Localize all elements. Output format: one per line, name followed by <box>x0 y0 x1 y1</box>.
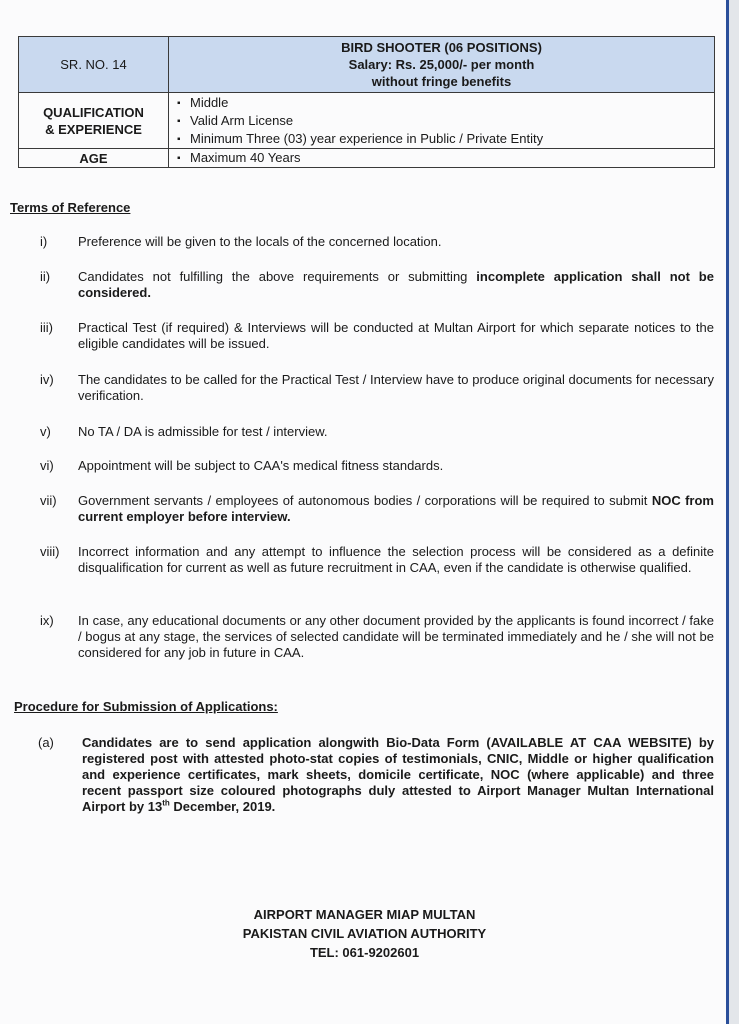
terms-item <box>40 269 714 301</box>
terms-heading: Terms of Reference <box>10 200 131 215</box>
terms-item-text: No TA / DA is admissible for test / interview. <box>78 424 328 439</box>
terms-item <box>40 424 714 440</box>
terms-item-text: Preference will be given to the locals of the concerned location. <box>78 234 442 249</box>
terms-item-text-plain: Government servants / employees of autonomous bodies / corporations will be required to submit <box>78 493 648 508</box>
procedure-text-main: Candidates are to send application alongwith Bio-Data Form (AVAILABLE AT CAA WEBSITE) by registered post with attested photo-stat copies of testimonials, CNIC, Middle or higher qualification and experience certificates, mark sheets, domicile certificate, NOC (where applicable) and three recent passport size coloured photographs duly attested to Airport Manager Multan International Airport by 13 <box>82 735 714 814</box>
terms-item-number: iii) <box>40 320 53 335</box>
qualification-item: ▪ Minimum Three (03) year experience in Public / Private Entity <box>177 130 714 148</box>
age-value: ▪ Maximum 40 Years <box>177 149 714 167</box>
procedure-item-text <box>82 735 714 815</box>
sr-number: SR. NO. 14 <box>19 37 169 93</box>
terms-item <box>40 544 714 576</box>
signature-line-3: TEL: 061-9202601 <box>309 945 420 960</box>
terms-item-number: iv) <box>40 372 54 387</box>
procedure-item-number: (a) <box>38 735 54 750</box>
terms-item-text-plain: Candidates not fulfilling the above requirements or submitting <box>78 269 468 284</box>
signature-line-1: AIRPORT MANAGER MIAP MULTAN <box>253 907 476 922</box>
qualification-row <box>19 93 715 149</box>
age-list <box>169 149 714 167</box>
salary: Salary: Rs. 25,000/- per month <box>348 57 535 72</box>
benefits: without fringe benefits <box>371 74 512 89</box>
procedure-date-suffix: th <box>162 798 170 808</box>
terms-item <box>40 372 714 404</box>
procedure-text-end: December, 2019. <box>173 799 276 814</box>
procedure-item <box>38 735 714 815</box>
terms-item-text: The candidates to be called for the Practical Test / Interview have to produce original documents for necessary verification. <box>78 372 714 403</box>
age-label: AGE <box>19 149 169 168</box>
qualification-label-line1: QUALIFICATION <box>43 104 144 120</box>
qualification-item: ▪ Middle <box>177 94 714 112</box>
qualification-label <box>19 93 169 149</box>
position-title: BIRD SHOOTER (06 POSITIONS) <box>341 40 542 55</box>
position-summary <box>169 37 715 93</box>
terms-item-text <box>78 269 714 301</box>
terms-item-text-bold: NOC from current employer before interview. <box>78 493 714 524</box>
terms-item <box>40 458 714 474</box>
age-row <box>19 149 715 168</box>
qualification-list-cell <box>169 93 715 149</box>
signature-line-2: PAKISTAN CIVIL AVIATION AUTHORITY <box>242 926 487 941</box>
position-header-row <box>19 37 715 93</box>
terms-item <box>40 320 714 352</box>
terms-item-text: Incorrect information and any attempt to influence the selection process will be considered as a definite disqualification for current as well as future recruitment in CAA, even if the candidate is otherwise qualified. <box>78 544 714 575</box>
terms-item-number: ii) <box>40 269 51 284</box>
procedure-heading: Procedure for Submission of Applications: <box>14 699 278 714</box>
terms-item-text: In case, any educational documents or any other document provided by the applicants is found incorrect / fake / bogus at any stage, the services of selected candidate will be terminated immediately and he / she will not be considered for any job in future in CAA. <box>78 613 714 660</box>
terms-item <box>40 613 714 661</box>
terms-item-text <box>78 493 714 525</box>
terms-item-text: Practical Test (if required) & Interviews will be conducted at Multan Airport for which separate notices to the eligible candidates will be issued. <box>78 320 714 351</box>
terms-item-text: Appointment will be subject to CAA's medical fitness standards. <box>78 458 444 473</box>
qualification-list <box>169 94 714 148</box>
qualification-label-line2: & EXPERIENCE <box>45 121 142 137</box>
terms-item-number: viii) <box>40 544 60 559</box>
terms-item-number: vii) <box>40 493 57 508</box>
terms-item-number: i) <box>40 234 48 249</box>
signature-block <box>0 905 729 962</box>
qualification-item: ▪ Valid Arm License <box>177 112 714 130</box>
terms-item-text-bold: incomplete application shall not be considered. <box>78 269 714 300</box>
terms-item-number: vi) <box>40 458 54 473</box>
terms-item-number: ix) <box>40 613 54 628</box>
terms-item <box>40 234 714 250</box>
position-table <box>18 36 715 168</box>
terms-item-number: v) <box>40 424 51 439</box>
terms-item <box>40 493 714 525</box>
age-value-cell <box>169 149 715 168</box>
